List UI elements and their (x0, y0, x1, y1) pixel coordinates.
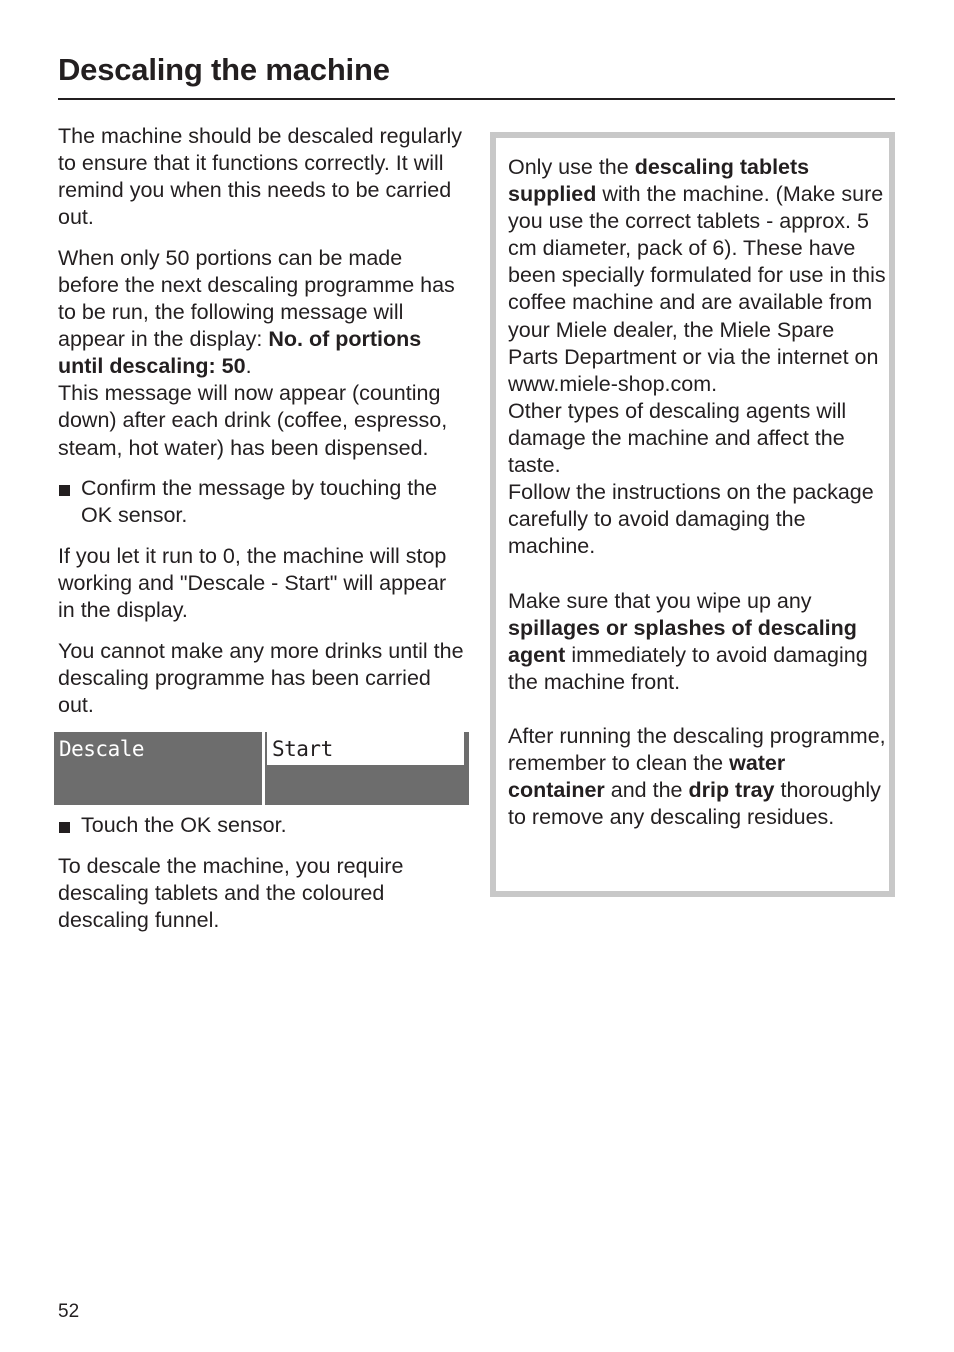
cleaning-text-start: After running the descaling programme, remember to clean the (508, 723, 886, 776)
spillages-bold: spillages or splashes of descaling agent (508, 615, 857, 667)
tablets-paragraph (508, 154, 886, 398)
touch-ok-instruction-text: Touch the OK sensor. (81, 813, 287, 838)
paragraph-gap (508, 560, 886, 587)
portions-text: When only 50 portions can be made before the next descaling programme has to be run, the following message will appear in the display: (58, 245, 455, 352)
cleaning-paragraph (508, 723, 886, 831)
paragraph-gap (508, 696, 886, 723)
page-title: Descaling the machine (58, 52, 390, 87)
display-descale-label: Descale (59, 737, 145, 762)
display-screen (54, 732, 469, 805)
touch-ok-instruction (58, 812, 468, 839)
portions-paragraph (58, 245, 468, 462)
tablets-text-end: with the machine. (Make sure you use the correct tablets - approx. 5 cm diameter, pack of 6). These have been specially formulated for use in this coffee machine and are available from your Miele dealer, the Miele Spare Parts Department or via the internet on www.miele-shop.com. (508, 182, 886, 396)
countdown-text: This message will now appear (counting down) after each drink (coffee, espresso, steam, hot water) has been dispensed. (58, 381, 448, 460)
tablets-text-start: Only use the (508, 155, 635, 179)
display-divider (262, 732, 265, 805)
portions-message: No. of portions until descaling: 50 (58, 327, 422, 379)
water-container-bold: water container (508, 751, 786, 803)
spillages-text-end: immediately to avoid damaging the machine front. (508, 642, 868, 694)
intro-paragraph: The machine should be descaled regularly to ensure that it functions correctly. It will remind you when this needs to be carried out. (58, 124, 462, 230)
tablets-bold: descaling tablets supplied (508, 155, 810, 207)
left-column (58, 123, 468, 948)
display-start-label: Start (272, 737, 333, 762)
title-rule (58, 98, 895, 100)
no-drinks-paragraph: You cannot make any more drinks until the descaling programme has been carried out. (58, 638, 464, 717)
cleaning-text-end: thoroughly to remove any descaling residues. (508, 778, 881, 830)
run-to-zero-paragraph: If you let it run to 0, the machine will stop working and "Descale - Start" will appear in the display. (58, 543, 447, 622)
note-box (490, 132, 895, 897)
requirements-paragraph: To descale the machine, you require descaling tablets and the coloured descaling funnel. (58, 853, 404, 933)
other-agents-paragraph: Other types of descaling agents will damage the machine and affect the taste. (508, 398, 847, 478)
spillages-text-start: Make sure that you wipe up any (508, 588, 812, 613)
square-bullet-icon (59, 822, 70, 833)
spillages-paragraph (508, 588, 886, 696)
note-text (508, 154, 886, 831)
portions-period: . (245, 354, 252, 379)
confirm-instruction-text: Confirm the message by touching the OK sensor. (81, 476, 438, 528)
display-start-option (267, 732, 464, 765)
drip-tray-bold: drip tray (688, 778, 775, 803)
square-bullet-icon (59, 485, 70, 496)
page-number: 52 (58, 1301, 80, 1322)
cleaning-text-mid: and the (604, 778, 689, 803)
confirm-instruction (58, 475, 468, 529)
package-instructions-paragraph: Follow the instructions on the package carefully to avoid damaging the machine. (508, 480, 874, 559)
